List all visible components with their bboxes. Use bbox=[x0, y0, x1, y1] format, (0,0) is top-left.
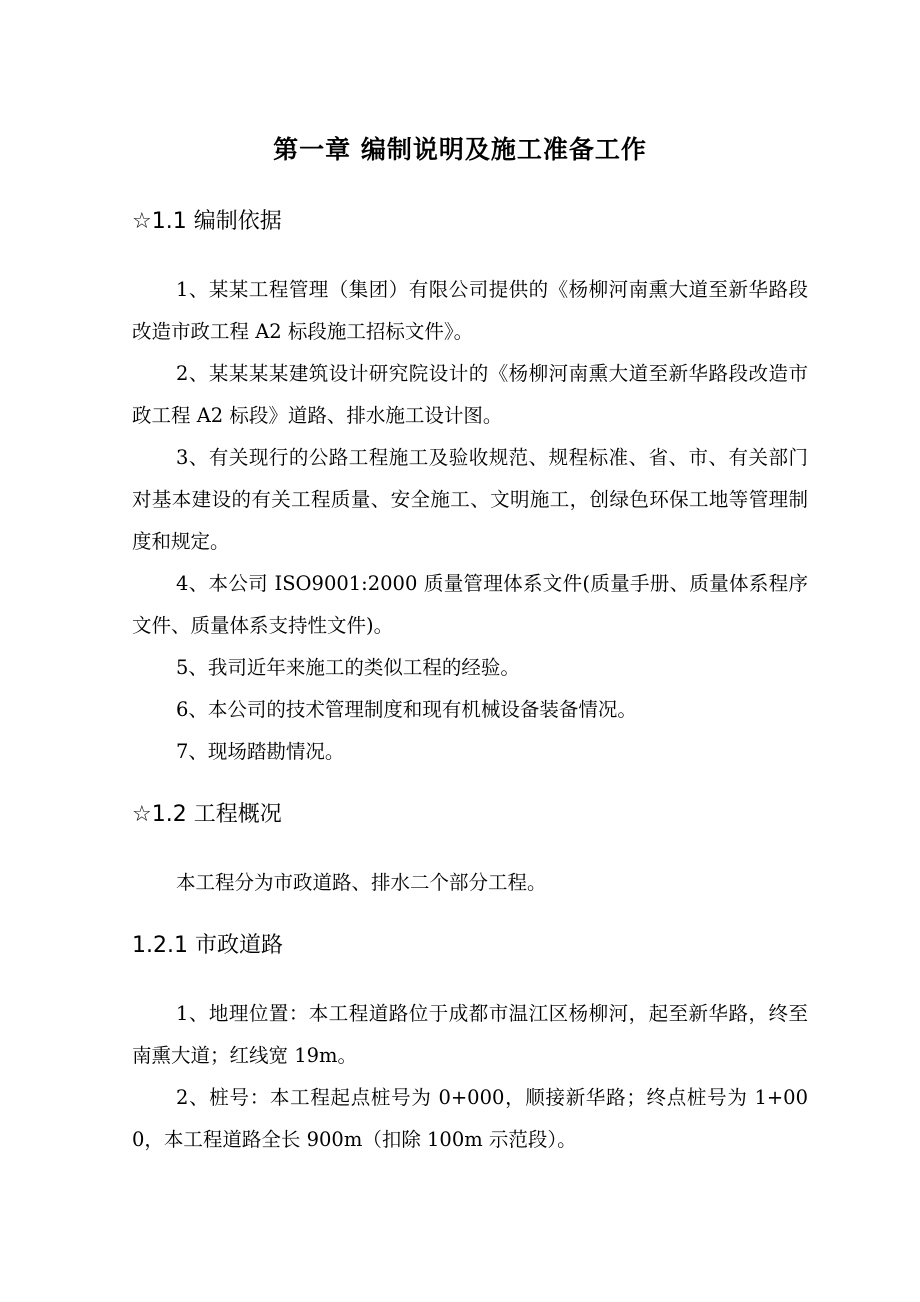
basis-item-7: 7、现场踏勘情况。 bbox=[176, 740, 345, 763]
basis-item-6: 6、本公司的技术管理制度和现有机械设备装备情况。 bbox=[176, 698, 637, 721]
basis-item-1: 1、某某工程管理（集团）有限公司提供的《杨柳河南熏大道至新华路段改造市政工程 A2 标段施工招标文件》。 bbox=[132, 278, 808, 343]
basis-item-5: 5、我司近年来施工的类似工程的经验。 bbox=[176, 656, 520, 679]
chapter-title: 第一章 编制说明及施工准备工作 bbox=[273, 135, 647, 164]
basis-item-2: 2、某某某某建筑设计研究院设计的《杨柳河南熏大道至新华路段改造市政工程 A2 标段》道路、排水施工设计图。 bbox=[132, 362, 808, 427]
section-heading-1-2: ☆1.2 工程概况 bbox=[132, 802, 282, 827]
section-heading-1-2-1: 1.2.1 市政道路 bbox=[132, 933, 283, 958]
road-item-1: 1、地理位置：本工程道路位于成都市温江区杨柳河，起至新华路，终至南熏大道；红线宽 19m。 bbox=[132, 1002, 808, 1067]
overview-paragraph: 本工程分为市政道路、排水二个部分工程。 bbox=[176, 871, 547, 894]
basis-item-4: 4、本公司 ISO9001:2000 质量管理体系文件(质量手册、质量体系程序文件、质量体系支持性文件)。 bbox=[132, 572, 808, 637]
basis-item-3: 3、有关现行的公路工程施工及验收规范、规程标准、省、市、有关部门对基本建设的有关工程质量、安全施工、文明施工，创绿色环保工地等管理制度和规定。 bbox=[132, 446, 808, 553]
road-item-2: 2、桩号：本工程起点桩号为 0+000，顺接新华路；终点桩号为 1+000，本工程道路全长 900m（扣除 100m 示范段）。 bbox=[132, 1086, 808, 1151]
section-heading-1-1: ☆1.1 编制依据 bbox=[132, 209, 282, 234]
